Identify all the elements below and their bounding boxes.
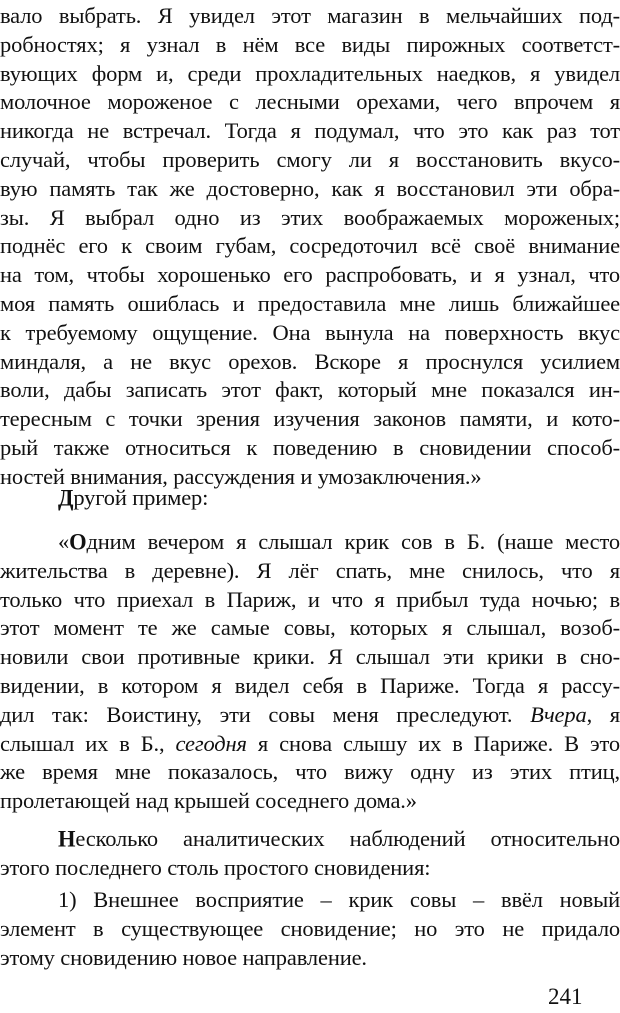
text-line: видении, в котором я видел себя в Париже. Тогда я рассу- xyxy=(0,672,620,698)
text-run: дним вечером я слышал крик сов в Б. (наше место xyxy=(86,529,620,554)
text-line: только что приехал в Париж, и что я прибыл туда ночью; в xyxy=(0,586,620,612)
italic-run: сегодня xyxy=(175,730,247,756)
text-line: этому сновидению новое направление. xyxy=(0,944,367,970)
text-line xyxy=(0,484,620,513)
text-line: миндаля, а не вкус орехов. Вскоре я проснулся усилием xyxy=(0,348,620,374)
text-line: тересным с точки зрения изучения законов памяти, и кото- xyxy=(0,406,620,432)
text-line: робностях; я узнал в нём все виды пирожных соответст- xyxy=(0,31,620,57)
text-line: новили свои противные крики. Я слышал эти крики в сно- xyxy=(0,644,620,670)
text-line: этого последнего столь простого сновидения: xyxy=(0,854,431,880)
text-line: элемент в существующее сновидение; но это не придало xyxy=(0,915,620,941)
paragraph-owl-dream xyxy=(0,528,620,816)
text-line: случай, чтобы проверить смогу ли я восстановить вкусо- xyxy=(0,146,620,172)
text-line: поднёс его к своим губам, сосредоточил всё своё внимание xyxy=(0,233,620,259)
text-line: этот момент те же самые совы, которых я слышал, возоб- xyxy=(0,615,620,641)
text-line: жительства в деревне). Я лёг спать, мне снилось, что я xyxy=(0,557,620,583)
text-run: , я xyxy=(586,701,620,727)
page-number: 241 xyxy=(548,984,583,1009)
drop-initial: О xyxy=(69,528,87,555)
text-line xyxy=(0,701,620,730)
text-line: к требуемому ощущение. Она вынула на поверхность вкус xyxy=(0,319,620,345)
paragraph-analytical-notes xyxy=(0,825,620,883)
text-line: никогда не встречал. Тогда я подумал, что это как раз тот xyxy=(0,118,620,144)
text-line: 1) Внешнее восприятие – крик совы – ввёл новый xyxy=(58,887,620,912)
text-run: дил так: Воистину, эти совы меня преследуют. xyxy=(0,701,531,727)
text-line xyxy=(0,825,620,854)
paragraph-point-one xyxy=(0,886,620,972)
text-run: ругой пример: xyxy=(73,485,209,510)
text-line: воли, дабы записать этот факт, который мне показался ин- xyxy=(0,377,620,403)
italic-run: Вчера xyxy=(530,701,587,727)
paragraph-dream-icecream xyxy=(0,2,620,492)
drop-initial: Д xyxy=(58,484,74,511)
text-line: молочное мороженое с лесными орехами, чего впрочем я xyxy=(0,89,620,115)
text-run: я снова слышу их в Париже. В это xyxy=(246,730,620,756)
text-run: есколько аналитических наблюдений относительно xyxy=(75,826,620,851)
text-line: ностей внимания, рассуждения и умозаключения.» xyxy=(0,463,482,489)
text-line: моя память ошиблась и предоставила мне лишь ближайшее xyxy=(0,290,620,316)
text-run: слышал их в Б., xyxy=(0,730,176,756)
text-line: же время мне показалось, что вижу одну из этих птиц, xyxy=(0,759,620,785)
text-line: вало выбрать. Я увидел этот магазин в мельчайших под- xyxy=(0,3,620,28)
text-line: на том, чтобы хорошенько его распробовать, и я узнал, что xyxy=(0,262,620,288)
text-line: зы. Я выбрал одно из этих воображаемых мороженых; xyxy=(0,204,620,230)
text-line xyxy=(0,528,620,557)
text-line: вую память так же достоверно, как я восстановил эти обра- xyxy=(0,175,620,201)
drop-initial: Н xyxy=(58,825,76,852)
text-line: вующих форм и, среди прохладительных наедков, я увидел xyxy=(0,60,620,86)
open-quote: « xyxy=(58,529,70,554)
text-line xyxy=(0,730,620,759)
text-line: рый также относиться к поведению в сновидении способ- xyxy=(0,434,620,460)
text-line: пролетающей над крышей соседнего дома.» xyxy=(0,788,417,814)
paragraph-another-example xyxy=(0,484,620,513)
